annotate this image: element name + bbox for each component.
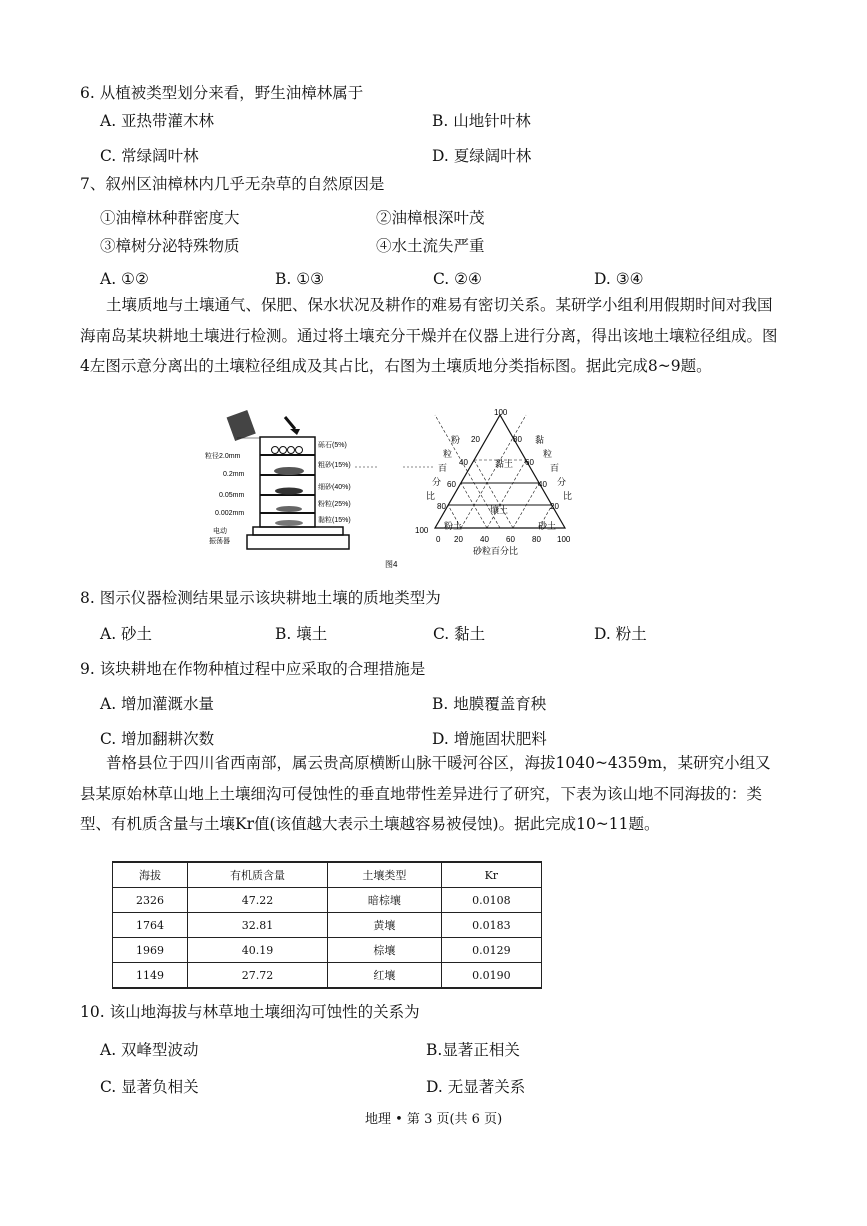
- q7-option-a: A. ①②: [100, 270, 149, 288]
- layer-label-2: 粗砂(15%): [318, 462, 351, 469]
- figure-4: [205, 405, 580, 570]
- table-cell: 1969: [113, 938, 188, 963]
- tick-b80: 80: [532, 535, 541, 544]
- layer-label-4: 粉粒(25%): [318, 501, 351, 508]
- q8-option-a: A. 砂土: [100, 625, 153, 643]
- tick-top: 100: [494, 408, 508, 417]
- table-cell: 1764: [113, 913, 188, 938]
- layer-label-3: 细砂(40%): [318, 484, 351, 491]
- zone-silt: 粉土: [444, 521, 463, 531]
- q8-stem: 8. 图示仪器检测结果显示该块耕地土壤的质地类型为: [80, 589, 441, 607]
- left-label-2: 粒: [443, 449, 453, 459]
- right-label-4: 分: [557, 477, 567, 487]
- q7-item-3: ③樟树分泌特殊物质: [100, 237, 240, 255]
- q10-stem: 10. 该山地海拔与林草地土壤细沟可蚀性的关系为: [80, 1003, 420, 1021]
- tick-r80: 80: [513, 435, 522, 444]
- device-label-1: 电动: [213, 528, 227, 535]
- sieve-size-1: 粒径2.0mm: [205, 453, 241, 460]
- q9-option-a: A. 增加灌溉水量: [100, 695, 215, 713]
- altitude-soil-table: [112, 861, 542, 989]
- tick-b40: 40: [480, 535, 489, 544]
- table-header: 有机质含量: [187, 862, 327, 888]
- q9-option-c: C. 增加翻耕次数: [100, 730, 215, 748]
- zone-sand: 砂土: [538, 521, 557, 531]
- q6-option-a: A. 亚热带灌木林: [100, 112, 215, 130]
- table-row: [113, 938, 542, 963]
- q7-item-2: ②油樟根深叶茂: [376, 209, 485, 227]
- left-label-1: 粉: [451, 435, 461, 445]
- table-header: 海拔: [113, 862, 188, 888]
- zone-clay: 黏土: [495, 459, 514, 469]
- sieve-device-diagram: [205, 410, 377, 549]
- right-label-3: 百: [550, 463, 560, 473]
- left-label-3: 百: [438, 463, 448, 473]
- table-cell: 1149: [113, 963, 188, 989]
- table-cell: 暗棕壤: [328, 888, 442, 913]
- table-cell: 0.0183: [441, 913, 541, 938]
- right-label-1: 黏: [535, 435, 545, 445]
- table-cell: 40.19: [187, 938, 327, 963]
- tick-b60: 60: [506, 535, 515, 544]
- q6-option-c: C. 常绿阔叶林: [100, 147, 199, 165]
- left-label-4: 分: [432, 477, 442, 487]
- q8-option-b: B. 壤土: [275, 625, 328, 643]
- q10-option-d: D. 无显著关系: [426, 1078, 526, 1096]
- table-header-row: [113, 862, 542, 888]
- table-header: 土壤类型: [328, 862, 442, 888]
- table-row: [113, 913, 542, 938]
- q9-option-d: D. 增施固状肥料: [432, 730, 547, 748]
- q10-option-a: A. 双峰型波动: [100, 1041, 199, 1059]
- q6-option-d: D. 夏绿阔叶林: [432, 147, 532, 165]
- figure-caption: 图4: [385, 560, 398, 569]
- right-label-2: 粒: [543, 449, 553, 459]
- tick-l80: 80: [437, 502, 446, 511]
- q7-item-4: ④水土流失严重: [376, 237, 485, 255]
- tick-l60: 60: [447, 480, 456, 489]
- layer-label-5: 黏粒(15%): [318, 517, 351, 524]
- soil-texture-triangle: [415, 408, 572, 556]
- q9-stem: 9. 该块耕地在作物种植过程中应采取的合理措施是: [80, 660, 426, 678]
- tick-b20: 20: [454, 535, 463, 544]
- table-cell: 27.72: [187, 963, 327, 989]
- tick-l100: 100: [415, 526, 429, 535]
- table-cell: 红壤: [328, 963, 442, 989]
- q7-option-d: D. ③④: [594, 270, 644, 288]
- page-footer: 地理 • 第 3 页(共 6 页): [365, 1112, 503, 1127]
- q7-item-1: ①油樟林种群密度大: [100, 209, 240, 227]
- q6-stem: 6. 从植被类型划分来看，野生油樟林属于: [80, 84, 364, 102]
- tick-r40: 40: [538, 480, 547, 489]
- table-cell: 0.0108: [441, 888, 541, 913]
- passage-puge-county: 普格县位于四川省西南部，属云贵高原横断山脉干暖河谷区，海拔1040~4359m，某研究小组又县某原始林草山地上土壤细沟可侵蚀性的垂直地带性差异进行了研究，下表为该山地不同海拔的：类型、有机质含量与土壤Kr值(该值越大表示土壤越容易被侵蚀)。据此完成10~11题。: [80, 754, 771, 833]
- q6-option-b: B. 山地针叶林: [432, 112, 531, 130]
- table-row: [113, 888, 542, 913]
- table-cell: 47.22: [187, 888, 327, 913]
- tick-l20: 20: [471, 435, 480, 444]
- table-cell: 0.0129: [441, 938, 541, 963]
- q7-option-b: B. ①③: [275, 270, 325, 288]
- q10-option-c: C. 显著负相关: [100, 1078, 199, 1096]
- table-row: [113, 963, 542, 989]
- table-cell: 黄壤: [328, 913, 442, 938]
- left-label-5: 比: [426, 491, 436, 501]
- table-header: Kr: [441, 862, 541, 888]
- device-label-2: 振荡器: [209, 538, 230, 545]
- zone-loam: 壤土: [490, 505, 509, 515]
- sieve-size-3: 0.05mm: [219, 492, 245, 499]
- bottom-axis-label: 砂粒百分比: [473, 546, 519, 556]
- q9-option-b: B. 地膜覆盖育秧: [432, 695, 547, 713]
- right-label-5: 比: [563, 491, 573, 501]
- tick-b0: 0: [436, 535, 441, 544]
- tick-l40: 40: [459, 458, 468, 467]
- q7-stem: 7、叙州区油樟林内几乎无杂草的自然原因是: [80, 175, 385, 193]
- sieve-size-4: 0.002mm: [215, 510, 245, 517]
- q7-option-c: C. ②④: [433, 270, 482, 288]
- table-cell: 32.81: [187, 913, 327, 938]
- table-cell: 0.0190: [441, 963, 541, 989]
- sieve-size-2: 0.2mm: [223, 471, 245, 478]
- table-cell: 2326: [113, 888, 188, 913]
- q10-option-b: B.显著正相关: [426, 1041, 520, 1059]
- layer-label-1: 砾石(5%): [318, 442, 347, 449]
- tick-b100: 100: [557, 535, 571, 544]
- tick-r20: 20: [550, 502, 559, 511]
- q8-option-c: C. 黏土: [433, 625, 486, 643]
- tick-r60: 60: [525, 458, 534, 467]
- q8-option-d: D. 粉土: [594, 625, 647, 643]
- table-cell: 棕壤: [328, 938, 442, 963]
- passage-soil-texture: 土壤质地与土壤通气、保肥、保水状况及耕作的难易有密切关系。某研学小组利用假期时间对我国海南岛某块耕地土壤进行检测。通过将土壤充分干燥并在仪器上进行分离，得出该地土壤粒径组成。图4左图示意分离出的土壤粒径组成及其占比，右图为土壤质地分类指标图。据此完成8~9题。: [80, 296, 778, 375]
